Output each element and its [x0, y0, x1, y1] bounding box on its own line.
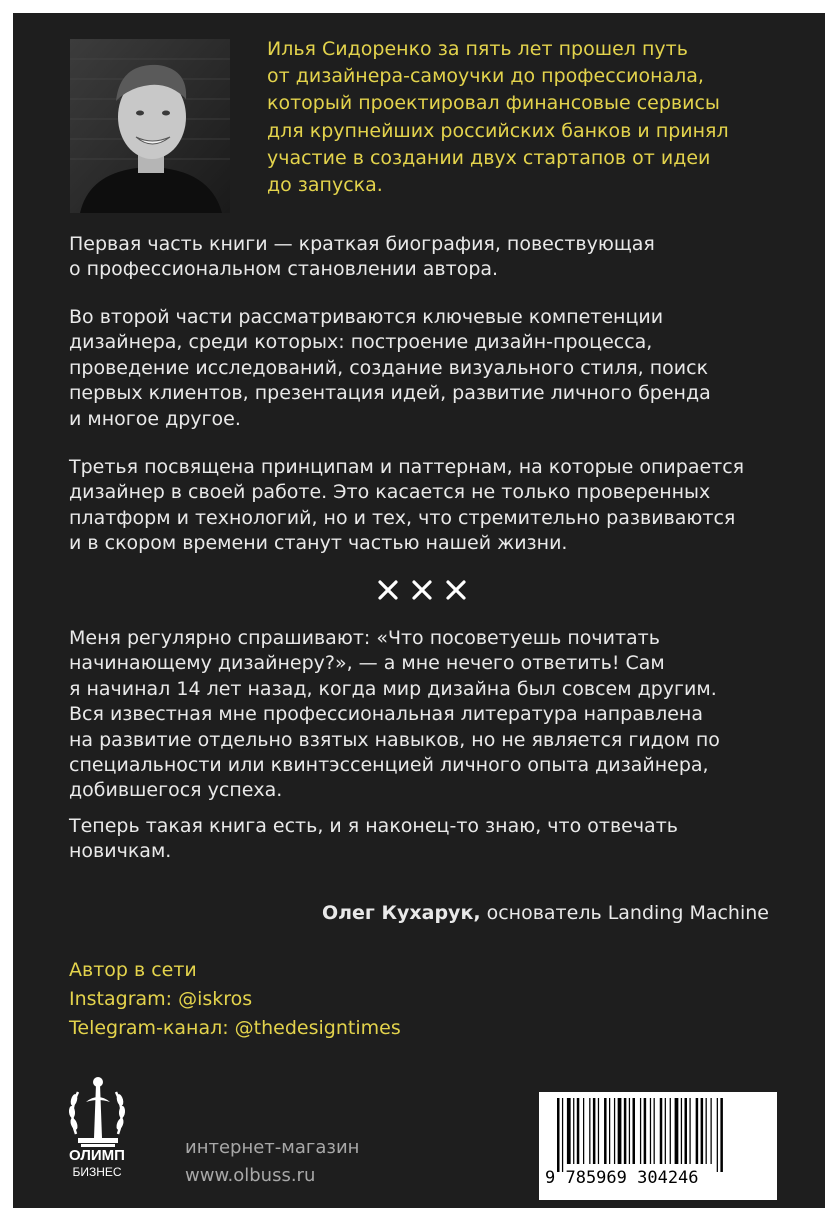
cross-icons [376, 578, 468, 602]
online-shop-info [185, 1134, 359, 1190]
testimonial-text: Меня регулярно спрашивают: «Что посоветуешь почитать начинающему дизайнеру?», — а мне нечего ответить! Сам я начинал 14 лет назад, когда мир дизайна был совсем другим. Вся известная мне профессиональная литература направлена на развитие отдельно взятых навыков, но не является гидом по специальности или квинтэссенцией личного опыта дизайнера, добившегося успеха. [69, 627, 720, 802]
isbn-digits: 9 785969 304246 [545, 1168, 699, 1188]
paragraph-part-one: Первая часть книги — краткая биография, повествующая о профессиональном становлении автора. [69, 233, 655, 281]
telegram-channel: Telegram-канал: @thedesigntimes [69, 1017, 401, 1039]
instagram-handle: Instagram: @iskros [69, 988, 253, 1010]
author-bio: Илья Сидоренко за пять лет прошел путь от дизайнера-самоучки до профессионала, который проектировал финансовые сервисы для крупнейших российских банков и принял участие в создании двух стартапов от идеи до запуска. [267, 38, 729, 197]
paragraph-part-three: Третья посвящена принципам и паттернам, на которые опирается дизайнер в своей работе. Это касается не только проверенных платформ и технологий, но и тех, что стремительно развиваются и в скором времени станут частью нашей жизни. [69, 456, 745, 555]
testimonial-author-name: Олег Кухарук, [321, 902, 481, 924]
author-contacts [69, 956, 401, 1043]
barcode-icon [555, 1098, 761, 1172]
contacts-heading: Автор в сети [69, 959, 197, 981]
publisher-name: ОЛИМП [69, 1147, 125, 1164]
shop-label: интернет-магазин [185, 1137, 360, 1158]
paragraph-part-two: Во второй части рассматриваются ключевые компетенции дизайнера, среди которых: построение дизайн-процесса, проведение исследований, создание визуального стиля, поиск первых клиентов, презентация идей, развитие личного бренда и многое другое. [69, 306, 711, 430]
shop-url[interactable]: www.olbuss.ru [185, 1165, 316, 1186]
barcode [539, 1092, 777, 1200]
publisher-subname: БИЗНЕС [72, 1165, 122, 1179]
book-back-cover [13, 13, 825, 1208]
author-photo [70, 39, 230, 213]
testimonial-author-role: основатель Landing Machine [480, 902, 769, 924]
testimonial-author [322, 902, 769, 924]
testimonial-conclusion: Теперь такая книга есть, и я наконец-то знаю, что отвечать новичкам. [69, 815, 678, 863]
